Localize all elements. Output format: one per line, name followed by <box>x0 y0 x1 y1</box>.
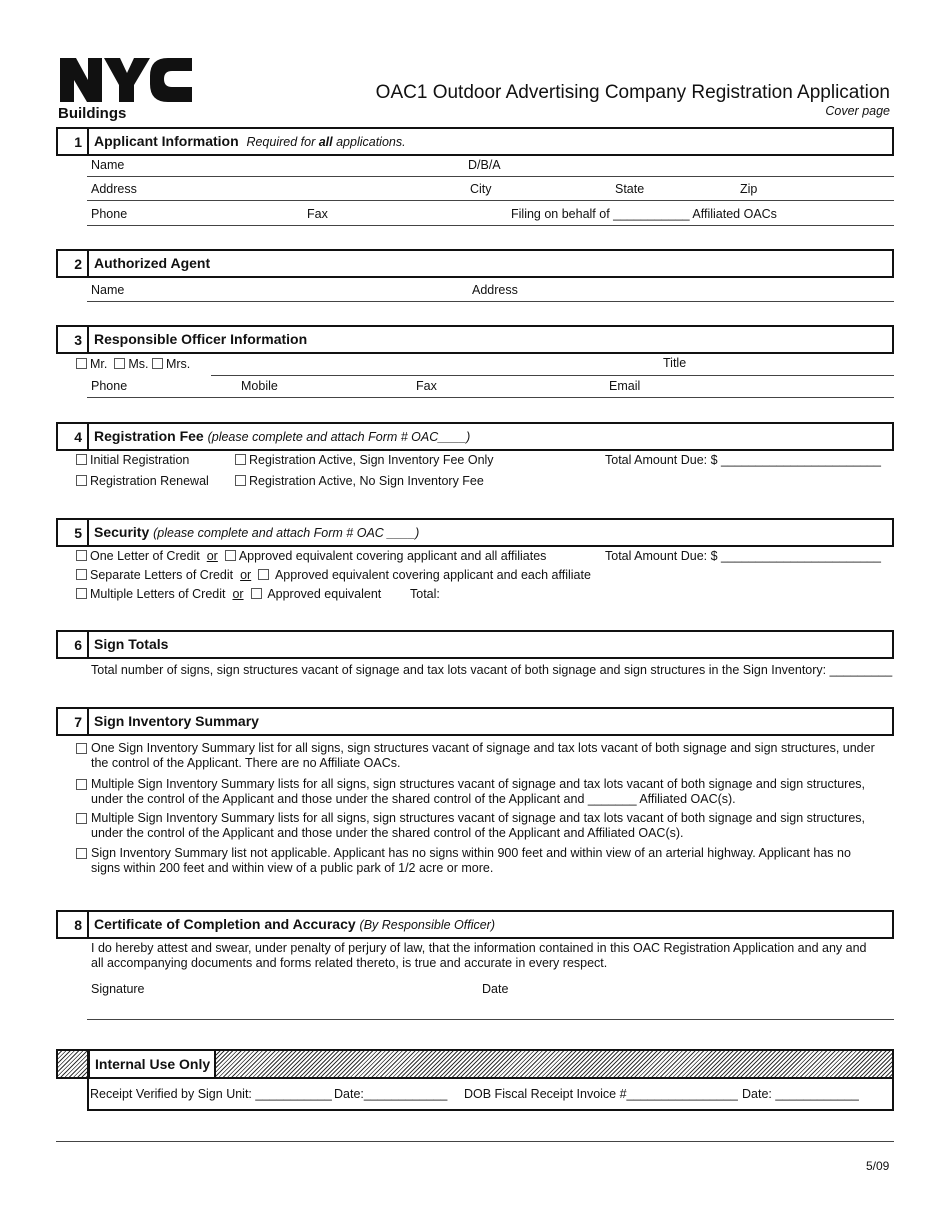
section-1-number: 1 <box>56 127 87 156</box>
inventory-option-3-checkbox[interactable] <box>76 813 87 824</box>
or-label: or <box>206 549 218 563</box>
divider <box>87 397 894 398</box>
section-7-number: 7 <box>56 707 87 736</box>
divider <box>211 375 894 376</box>
ms-checkbox[interactable] <box>114 358 125 369</box>
multiple-letters-checkbox[interactable] <box>76 588 87 599</box>
divider <box>87 176 894 177</box>
form-title: OAC1 Outdoor Advertising Company Registration Application <box>375 82 890 103</box>
fiscal-invoice-field[interactable]: DOB Fiscal Receipt Invoice #________________ <box>464 1087 738 1101</box>
inventory-option-4[interactable] <box>91 846 881 876</box>
nyc-buildings-logo <box>58 56 194 122</box>
inventory-option-2-label: Multiple Sign Inventory Summary lists for all signs, sign structures vacant of signage and tax lots vacant of both signage and sign structures, under the control of the Applicant and those under the shared control of the Applicant and _______ Affiliated OAC(s). <box>91 777 865 806</box>
officer-fax-field[interactable]: Fax <box>416 379 437 393</box>
inventory-option-3-label: Multiple Sign Inventory Summary lists for all signs, sign structures vacant of signage and tax lots vacant of both signage and sign structures, under the control of the Applicant and those under the shared control of the Applicant and Affiliated OAC(s). <box>91 811 865 840</box>
section-5-note: (please complete and attach Form # OAC ____) <box>153 526 420 540</box>
officer-title-field[interactable]: Title <box>663 356 687 370</box>
section-8-title: Certificate of Completion and Accuracy <box>94 916 356 932</box>
active-nofee-label: Registration Active, No Sign Inventory Fee <box>249 474 484 488</box>
section-4-header <box>87 422 894 451</box>
receipt-verified-field[interactable]: Receipt Verified by Sign Unit: ___________ <box>90 1087 332 1101</box>
initial-registration-option[interactable] <box>76 453 189 467</box>
registration-total-due[interactable]: Total Amount Due: $ _______________________ <box>605 453 881 467</box>
registration-renewal-checkbox[interactable] <box>76 475 87 486</box>
officer-phone-field[interactable]: Phone <box>91 379 128 393</box>
logo-subtext: Buildings <box>58 105 127 122</box>
ms-label: Ms. <box>128 357 149 371</box>
section-7-title: Sign Inventory Summary <box>94 713 259 729</box>
receipt-date-field[interactable]: Date:____________ <box>334 1087 448 1101</box>
approved-equivalent-checkbox[interactable] <box>251 588 262 599</box>
or-label: or <box>240 568 252 582</box>
active-fee-option[interactable] <box>235 453 494 467</box>
active-nofee-checkbox[interactable] <box>235 475 246 486</box>
initial-registration-label: Initial Registration <box>90 453 190 467</box>
applicant-state-field[interactable]: State <box>615 182 645 196</box>
divider <box>87 301 894 302</box>
approved-all-label: Approved equivalent covering applicant and all affiliates <box>238 549 547 563</box>
applicant-fax-field[interactable]: Fax <box>307 207 328 221</box>
security-option-3[interactable] <box>76 587 381 601</box>
inventory-option-1-label: One Sign Inventory Summary list for all signs, sign structures vacant of signage and tax lots vacant of both signage and sign structures, under the control of the Applicant. There are no Affiliate OACs. <box>91 741 875 770</box>
one-letter-label: One Letter of Credit <box>90 549 200 563</box>
section-2-title: Authorized Agent <box>94 255 211 271</box>
applicant-city-field[interactable]: City <box>470 182 492 196</box>
approved-each-checkbox[interactable] <box>258 569 269 580</box>
salutation-options <box>76 357 190 371</box>
section-3-header <box>87 325 894 354</box>
security-option-1[interactable] <box>76 549 546 563</box>
section-1-title: Applicant Information <box>94 133 239 149</box>
officer-mobile-field[interactable]: Mobile <box>241 379 278 393</box>
section-5-title: Security <box>94 524 150 540</box>
internal-use-title: Internal Use Only <box>88 1051 216 1077</box>
separate-letters-label: Separate Letters of Credit <box>90 568 234 582</box>
section-4-note: (please complete and attach Form # OAC____) <box>207 430 471 444</box>
approved-equivalent-label: Approved equivalent <box>267 587 382 601</box>
mrs-checkbox[interactable] <box>152 358 163 369</box>
cover-page-label: Cover page <box>825 104 890 118</box>
inventory-option-2-checkbox[interactable] <box>76 779 87 790</box>
section-4-number: 4 <box>56 422 87 451</box>
internal-hatch-left <box>56 1049 89 1079</box>
section-8-number: 8 <box>56 910 87 939</box>
initial-registration-checkbox[interactable] <box>76 454 87 465</box>
mrs-label: Mrs. <box>165 357 191 371</box>
applicant-zip-field[interactable]: Zip <box>740 182 758 196</box>
inventory-option-1[interactable] <box>91 741 881 771</box>
signature-date-field[interactable]: Date <box>482 982 509 996</box>
section-5-number: 5 <box>56 518 87 547</box>
section-8-header <box>87 910 894 939</box>
section-2-header <box>87 249 894 278</box>
inventory-option-4-checkbox[interactable] <box>76 848 87 859</box>
affiliated-oacs-field[interactable]: Filing on behalf of ___________ Affiliated OACs <box>511 207 777 221</box>
approved-each-label: Approved equivalent covering applicant and each affiliate <box>274 568 591 582</box>
section-2-number: 2 <box>56 249 87 278</box>
section-3-title: Responsible Officer Information <box>94 331 308 347</box>
attestation-text: I do hereby attest and swear, under penalty of perjury of law, that the information contained in this OAC Registration Application and any and all accompanying documents and forms related thereto, is true and accurate in every respect. <box>91 941 867 970</box>
active-fee-label: Registration Active, Sign Inventory Fee Only <box>249 453 494 467</box>
section-6-header <box>87 630 894 659</box>
separate-letters-checkbox[interactable] <box>76 569 87 580</box>
inventory-option-1-checkbox[interactable] <box>76 743 87 754</box>
section-7-header <box>87 707 894 736</box>
signature-field[interactable]: Signature <box>91 982 145 996</box>
invoice-date-field[interactable]: Date: ____________ <box>742 1087 859 1101</box>
section-1-header <box>87 127 894 156</box>
agent-address-field[interactable]: Address <box>472 283 518 297</box>
sign-totals-field[interactable]: Total number of signs, sign structures vacant of signage and tax lots vacant of both signage and sign structures in the Sign Inventory: _________ <box>91 663 893 677</box>
section-8-note: (By Responsible Officer) <box>359 918 496 932</box>
registration-renewal-option[interactable] <box>76 474 209 488</box>
or-label: or <box>232 587 244 601</box>
security-total-due[interactable]: Total Amount Due: $ _______________________ <box>605 549 881 563</box>
section-6-title: Sign Totals <box>94 636 169 652</box>
applicant-dba-field[interactable]: D/B/A <box>468 158 501 172</box>
inventory-option-2[interactable] <box>91 777 881 807</box>
multiple-letters-label: Multiple Letters of Credit <box>90 587 226 601</box>
security-total-field[interactable]: Total: <box>410 587 440 601</box>
section-5-header <box>87 518 894 547</box>
footer-divider <box>56 1141 894 1142</box>
applicant-address-field[interactable]: Address <box>91 182 137 196</box>
approved-all-checkbox[interactable] <box>225 550 236 561</box>
registration-renewal-label: Registration Renewal <box>90 474 209 488</box>
section-3-number: 3 <box>56 325 87 354</box>
section-1-note: Required for all applications. <box>246 135 406 149</box>
security-option-2[interactable] <box>76 568 591 582</box>
form-version: 5/09 <box>866 1159 890 1173</box>
mr-label: Mr. <box>90 357 108 371</box>
agent-name-field[interactable]: Name <box>91 283 125 297</box>
divider <box>87 225 894 226</box>
section-6-number: 6 <box>56 630 87 659</box>
active-nofee-option[interactable] <box>235 474 484 488</box>
one-letter-checkbox[interactable] <box>76 550 87 561</box>
applicant-name-field[interactable]: Name <box>91 158 125 172</box>
divider <box>87 200 894 201</box>
section-4-title: Registration Fee <box>94 428 204 444</box>
applicant-phone-field[interactable]: Phone <box>91 207 128 221</box>
officer-email-field[interactable]: Email <box>609 379 641 393</box>
mr-checkbox[interactable] <box>76 358 87 369</box>
active-fee-checkbox[interactable] <box>235 454 246 465</box>
divider <box>87 1019 894 1020</box>
inventory-option-3[interactable] <box>91 811 881 841</box>
inventory-option-4-label: Sign Inventory Summary list not applicable. Applicant has no signs within 900 feet and within view of an arterial highway. Applicant has no signs within 200 feet and within view of a public park of 1/2 acre or more. <box>91 846 851 875</box>
